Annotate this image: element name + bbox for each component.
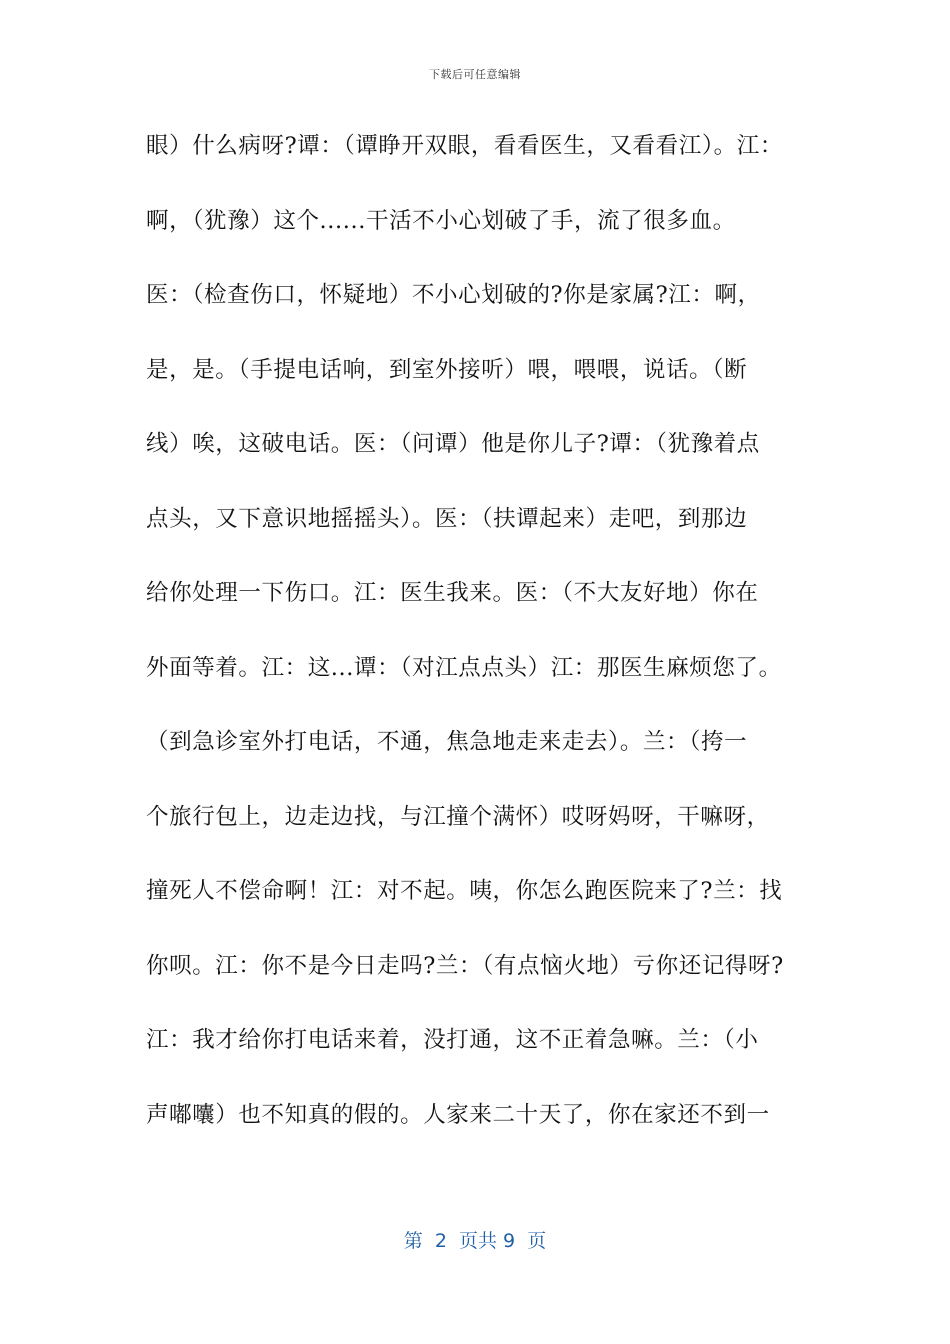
text-line: 你呗。江：你不是今日走吗?兰：（有点恼火地）亏你还记得呀? [146,952,784,979]
text-line: 声嘟囔）也不知真的假的。人家来二十天了，你在家还不到一 [146,1101,770,1128]
text-line: 撞死人不偿命啊！江：对不起。咦，你怎么跑医院来了?兰：找 [146,878,783,904]
text-line: 啊，（犹豫）这个......干活不小心划破了手，流了很多血。 [146,207,736,234]
text-line: （到急诊室外打电话，不通，焦急地走来走去）。兰：（挎一 [146,729,748,755]
page-header: 下载后可任意编辑 [429,68,521,81]
text-line: 外面等着。江：这...谭：（对江点点头）江：那医生麻烦您了。 [146,654,782,681]
text-line: 医：（检查伤口，怀疑地）不小心划破的?你是家属?江：啊， [146,282,761,308]
text-line: 个旅行包上，边走边找，与江撞个满怀）哎呀妈呀，干嘛呀， [146,803,770,830]
page-number-footer: 第 2 页共 9 页 [403,1230,547,1252]
text-line: 点头，又下意识地摇摇头）。医：（扶谭起来）走吧，到那边 [146,505,748,532]
text-line: 眼）什么病呀?谭：（谭睁开双眼，看看医生，又看看江）。江： [146,133,783,159]
text-line: 江：我才给你打电话来着，没打通，这不正着急嘛。兰：（小 [146,1027,759,1053]
text-line: 线）唉，这破电话。医：（问谭）他是你儿子?谭：（犹豫着点 [146,431,760,457]
body-text [146,128,826,1171]
text-line: 给你处理一下伤口。江：医生我来。医：（不大友好地）你在 [146,580,759,606]
text-line: 是，是。（手提电话响，到室外接听）喂，喂喂，说话。（断 [146,356,748,383]
